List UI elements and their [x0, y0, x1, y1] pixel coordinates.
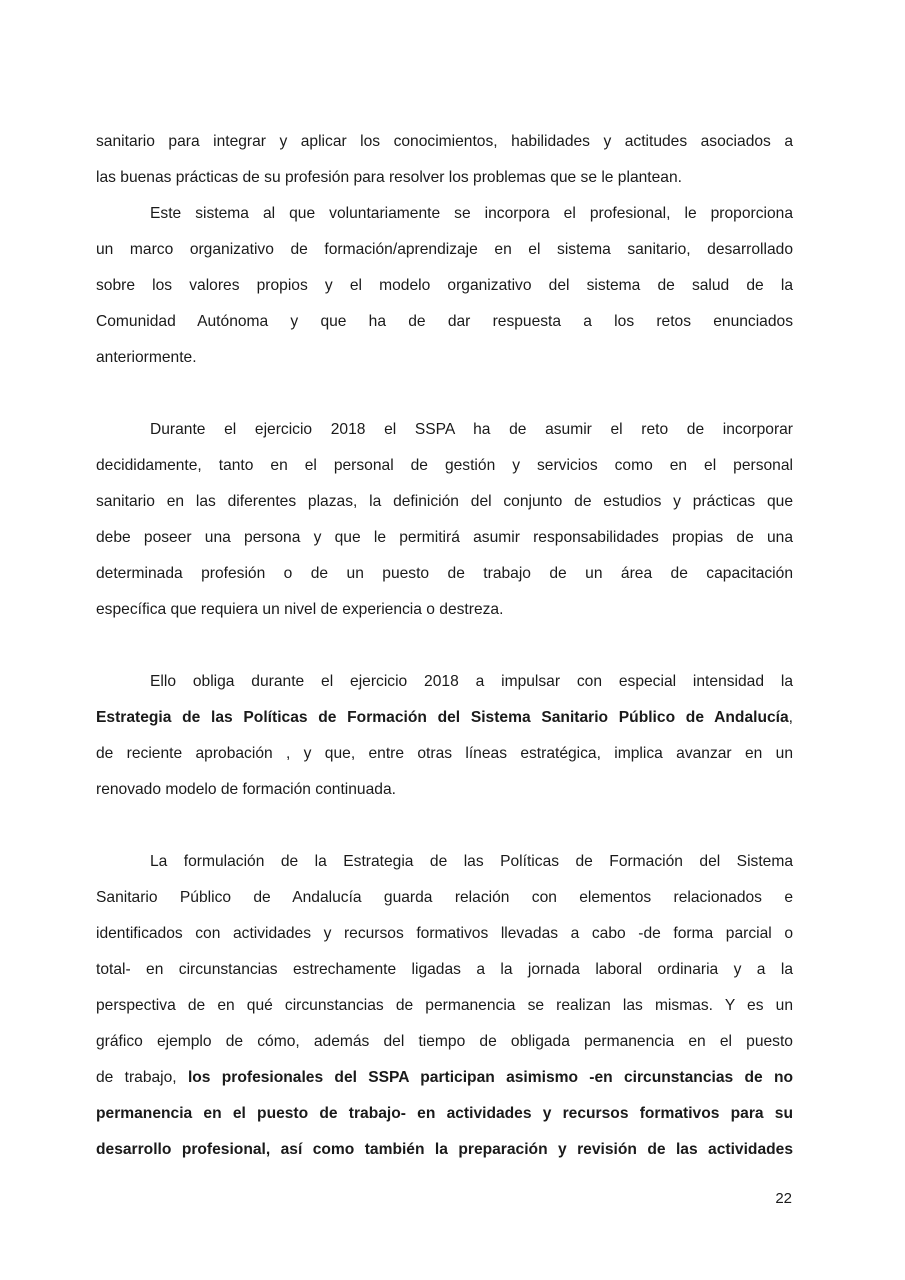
text-line — [96, 412, 793, 448]
text-run: gráfico ejemplo de cómo, además del tiempo de obligada permanencia en el puesto — [96, 1033, 793, 1050]
text-line — [96, 1060, 793, 1096]
text-line — [96, 1132, 793, 1168]
text-line — [96, 736, 793, 772]
paragraph — [96, 124, 793, 196]
text-line — [96, 556, 793, 592]
text-run: Sanitario Público de Andalucía guarda relación con elementos relacionados e — [96, 889, 793, 906]
bold-text: desarrollo profesional, así como también la preparación y revisión de las actividades — [96, 1141, 793, 1158]
text-run: de trabajo, — [96, 1069, 188, 1086]
document-body — [96, 124, 793, 1204]
text-line — [96, 1024, 793, 1060]
bold-text: los profesionales del SSPA participan asimismo -en circunstancias de no — [187, 1069, 793, 1086]
text-run: sanitario para integrar y aplicar los conocimientos, habilidades y actitudes asociados a — [96, 133, 793, 150]
paragraph — [96, 844, 793, 1168]
text-run: de reciente aprobación , y que, entre otras líneas estratégica, implica avanzar en un — [96, 745, 793, 762]
text-run: Durante el ejercicio 2018 el SSPA ha de asumir el reto de incorporar — [150, 421, 793, 438]
text-line — [96, 304, 793, 340]
text-run: , — [788, 709, 793, 726]
text-line — [96, 1096, 793, 1132]
text-run: sanitario en las diferentes plazas, la definición del conjunto de estudios y prácticas que — [96, 493, 793, 510]
page-number: 22 — [775, 1190, 792, 1207]
text-line — [96, 880, 793, 916]
text-run: Este sistema al que voluntariamente se incorpora el profesional, le proporciona — [150, 205, 793, 222]
text-line — [96, 772, 793, 808]
text-run: perspectiva de en qué circunstancias de permanencia se realizan las mismas. Y es un — [96, 997, 793, 1014]
text-run: sobre los valores propios y el modelo organizativo del sistema de salud de la — [96, 277, 793, 294]
text-line — [96, 160, 793, 196]
text-line — [96, 916, 793, 952]
paragraph — [96, 664, 793, 808]
text-line — [96, 196, 793, 232]
text-run: total- en circunstancias estrechamente ligadas a la jornada laboral ordinaria y a la — [96, 961, 793, 978]
text-line — [96, 988, 793, 1024]
text-line — [96, 520, 793, 556]
text-run: identificados con actividades y recursos formativos llevadas a cabo -de forma parcial o — [96, 925, 793, 942]
text-run: Comunidad Autónoma y que ha de dar respuesta a los retos enunciados — [96, 313, 793, 330]
text-line — [96, 700, 793, 736]
text-run: un marco organizativo de formación/aprendizaje en el sistema sanitario, desarrollado — [96, 241, 793, 258]
paragraph — [96, 412, 793, 628]
text-run: decididamente, tanto en el personal de gestión y servicios como en el personal — [96, 457, 793, 474]
text-line — [96, 484, 793, 520]
text-run: las buenas prácticas de su profesión para resolver los problemas que se le plantean. — [96, 169, 682, 186]
text-run: debe poseer una persona y que le permitirá asumir responsabilidades propias de una — [96, 529, 793, 546]
bold-text: Estrategia de las Políticas de Formación del Sistema Sanitario Público de Andalucía — [96, 709, 789, 726]
text-line — [96, 844, 793, 880]
text-run: anteriormente. — [96, 349, 197, 366]
text-run: determinada profesión o de un puesto de trabajo de un área de capacitación — [96, 565, 793, 582]
text-line — [96, 952, 793, 988]
text-run: renovado modelo de formación continuada. — [96, 781, 396, 798]
text-line — [96, 340, 793, 376]
bold-text: permanencia en el puesto de trabajo- en actividades y recursos formativos para su — [96, 1105, 793, 1122]
text-line — [96, 232, 793, 268]
text-line — [96, 592, 793, 628]
paragraph — [96, 196, 793, 376]
text-line — [96, 268, 793, 304]
text-run: específica que requiera un nivel de experiencia o destreza. — [96, 601, 504, 618]
text-line — [96, 664, 793, 700]
text-run: La formulación de la Estrategia de las Políticas de Formación del Sistema — [150, 853, 793, 870]
text-line — [96, 124, 793, 160]
text-run: Ello obliga durante el ejercicio 2018 a impulsar con especial intensidad la — [150, 673, 793, 690]
text-line — [96, 448, 793, 484]
